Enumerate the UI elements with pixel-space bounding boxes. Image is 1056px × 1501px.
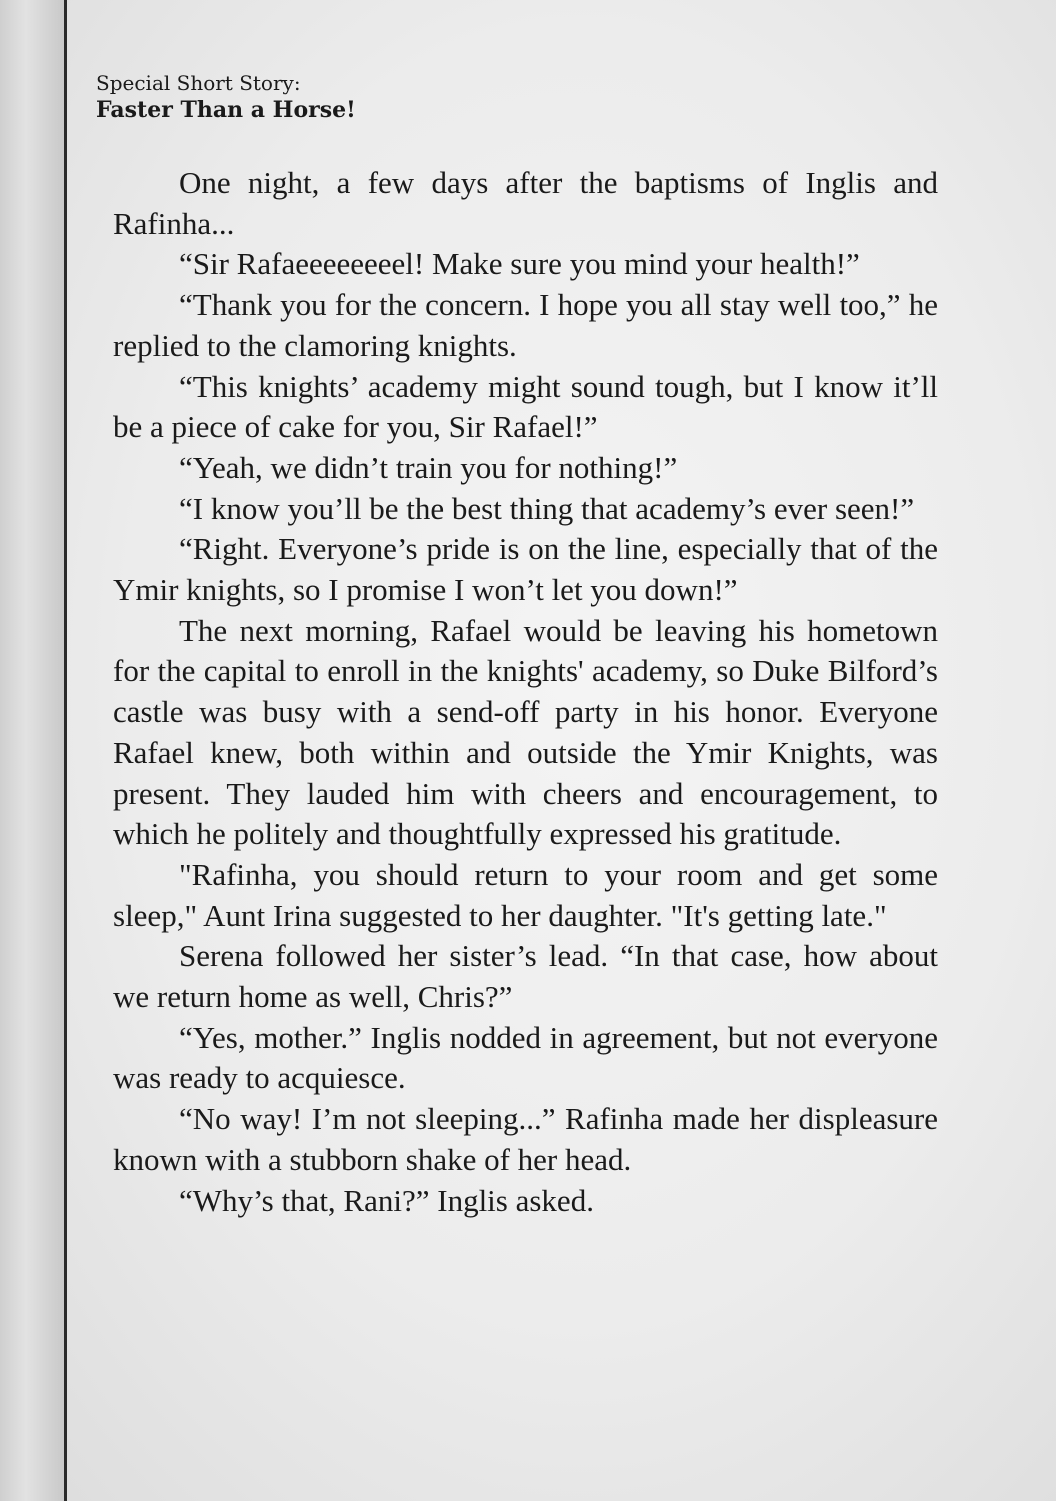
- paragraph: One night, a few days after the baptisms of Inglis and Rafinha...: [113, 165, 938, 241]
- paragraph: “Thank you for the concern. I hope you all stay well too,” he replied to the clamoring knights.: [113, 287, 938, 363]
- paragraph: “Sir Rafaeeeeeeeel! Make sure you mind your health!”: [179, 246, 860, 282]
- paragraph: Serena followed her sister’s lead. “In that case, how about we return home as well, Chris?”: [113, 938, 938, 1015]
- page-border-line: [64, 0, 67, 1501]
- paragraph: “Why’s that, Rani?” Inglis asked.: [179, 1182, 594, 1218]
- paragraph: “Yes, mother.” Inglis nodded in agreement, but not everyone was ready to acquiesce.: [113, 1019, 938, 1096]
- paragraph: “Yeah, we didn’t train you for nothing!”: [179, 449, 678, 485]
- story-header: [96, 70, 356, 124]
- paragraph: The next morning, Rafael would be leaving his hometown for the capital to enroll in the knights' academy, so Duke Bilford’s castle was busy with a send-off party in his honor. Everyone Rafael knew, both within and outside the Ymir Knights, was present. They lauded him with cheers and encouragement, to which he politely and thoughtfully expressed his gratitude.: [113, 612, 938, 852]
- story-kicker: Special Short Story:: [96, 71, 301, 95]
- paragraph: “No way! I’m not sleeping...” Rafinha made her displeasure known with a stubborn shake of her head.: [113, 1101, 938, 1177]
- paragraph: “This knights’ academy might sound tough, but I know it’ll be a piece of cake for you, Sir Rafael!”: [113, 368, 938, 445]
- page-spine-edge: [0, 0, 64, 1501]
- paragraph: "Rafinha, you should return to your room and get some sleep," Aunt Irina suggested to her daughter. "It's getting late.": [113, 856, 938, 933]
- story-title: Faster Than a Horse!: [96, 97, 356, 123]
- story-body: [113, 163, 938, 1221]
- paragraph: “Right. Everyone’s pride is on the line, especially that of the Ymir knights, so I promise I won’t let you down!”: [113, 531, 938, 608]
- paragraph: “I know you’ll be the best thing that academy’s ever seen!”: [179, 490, 915, 526]
